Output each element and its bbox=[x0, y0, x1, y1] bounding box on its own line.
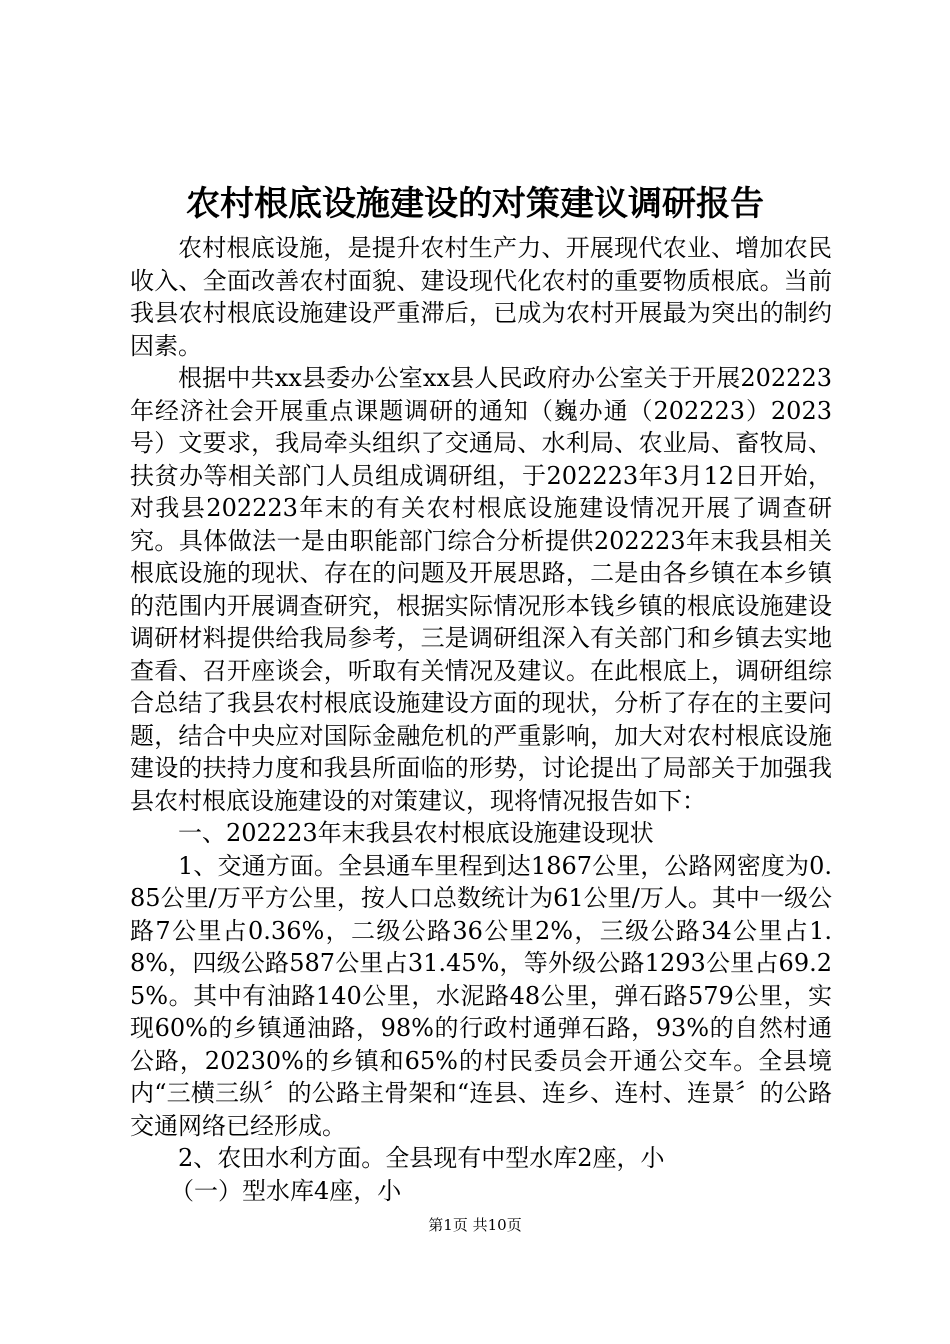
page-footer: 第1页 共10页 bbox=[428, 1216, 522, 1234]
section-heading-1: 一、202223年末我县农村根底设施建设现状 bbox=[178, 819, 654, 847]
paragraph-reservoir: （一）型水库4座，小 bbox=[170, 1176, 402, 1205]
document-body bbox=[130, 232, 832, 1207]
document-title: 农村根底设施建设的对策建议调研报告 bbox=[186, 184, 764, 224]
paragraph-intro: 农村根底设施，是提升农村生产力、开展现代农业、增加农民收入、全面改善农村面貌、建设现代化农村的重要物质根底。当前我县农村根底设施建设严重滞后，已成为农村开展最为突出的制约因素。 bbox=[130, 234, 832, 360]
paragraph-background: 根据中共xx县委办公室xx县人民政府办公室关于开展202223年经济社会开展重点课题调研的通知（巍办通（202223）2023号）文要求，我局牵头组织了交通局、水利局、农业局、畜牧局、扶贫办等相关部门人员组成调研组，于202223年3月12日开始，对我县202223年末的有关农村根底设施建设情况开展了调查研究。具体做法一是由职能部门综合分析提供202223年末我县相关根底设施的现状、存在的问题及开展思路，二是由各乡镇在本乡镇的范围内开展调查研究，根据实际情况形本钱乡镇的根底设施建设调研材料提供给我局参考，三是调研组深入有关部门和乡镇去实地查看、召开座谈会，听取有关情况及建议。在此根底上，调研组综合总结了我县农村根底设施建设方面的现状，分析了存在的主要问题，结合中央应对国际金融危机的严重影响，加大对农村根底设施建设的扶持力度和我县所面临的形势，讨论提出了局部关于加强我县农村根底设施建设的对策建议，现将情况报告如下： bbox=[130, 364, 832, 815]
paragraph-irrigation: 2、农田水利方面。全县现有中型水库2座，小 bbox=[178, 1144, 665, 1172]
paragraph-transport: 1、交通方面。全县通车里程到达1867公里，公路网密度为0.85公里/万平方公里，按人口总数统计为61公里/万人。其中一级公路7公里占0.36%，二级公路36公里2%，三级公路34公里占1.8%，四级公路587公里占31.45%，等外级公路1293公里占69.25%。其中有油路140公里，水泥路48公里，弹石路579公里，实现60%的乡镇通油路，98%的行政村通弹石路，93%的自然村通公路，20230%的乡镇和65%的村民委员会开通公交车。全县境内“三横三纵〞的公路主骨架和“连县、连乡、连村、连景〞的公路交通网络已经形成。 bbox=[130, 851, 832, 1140]
